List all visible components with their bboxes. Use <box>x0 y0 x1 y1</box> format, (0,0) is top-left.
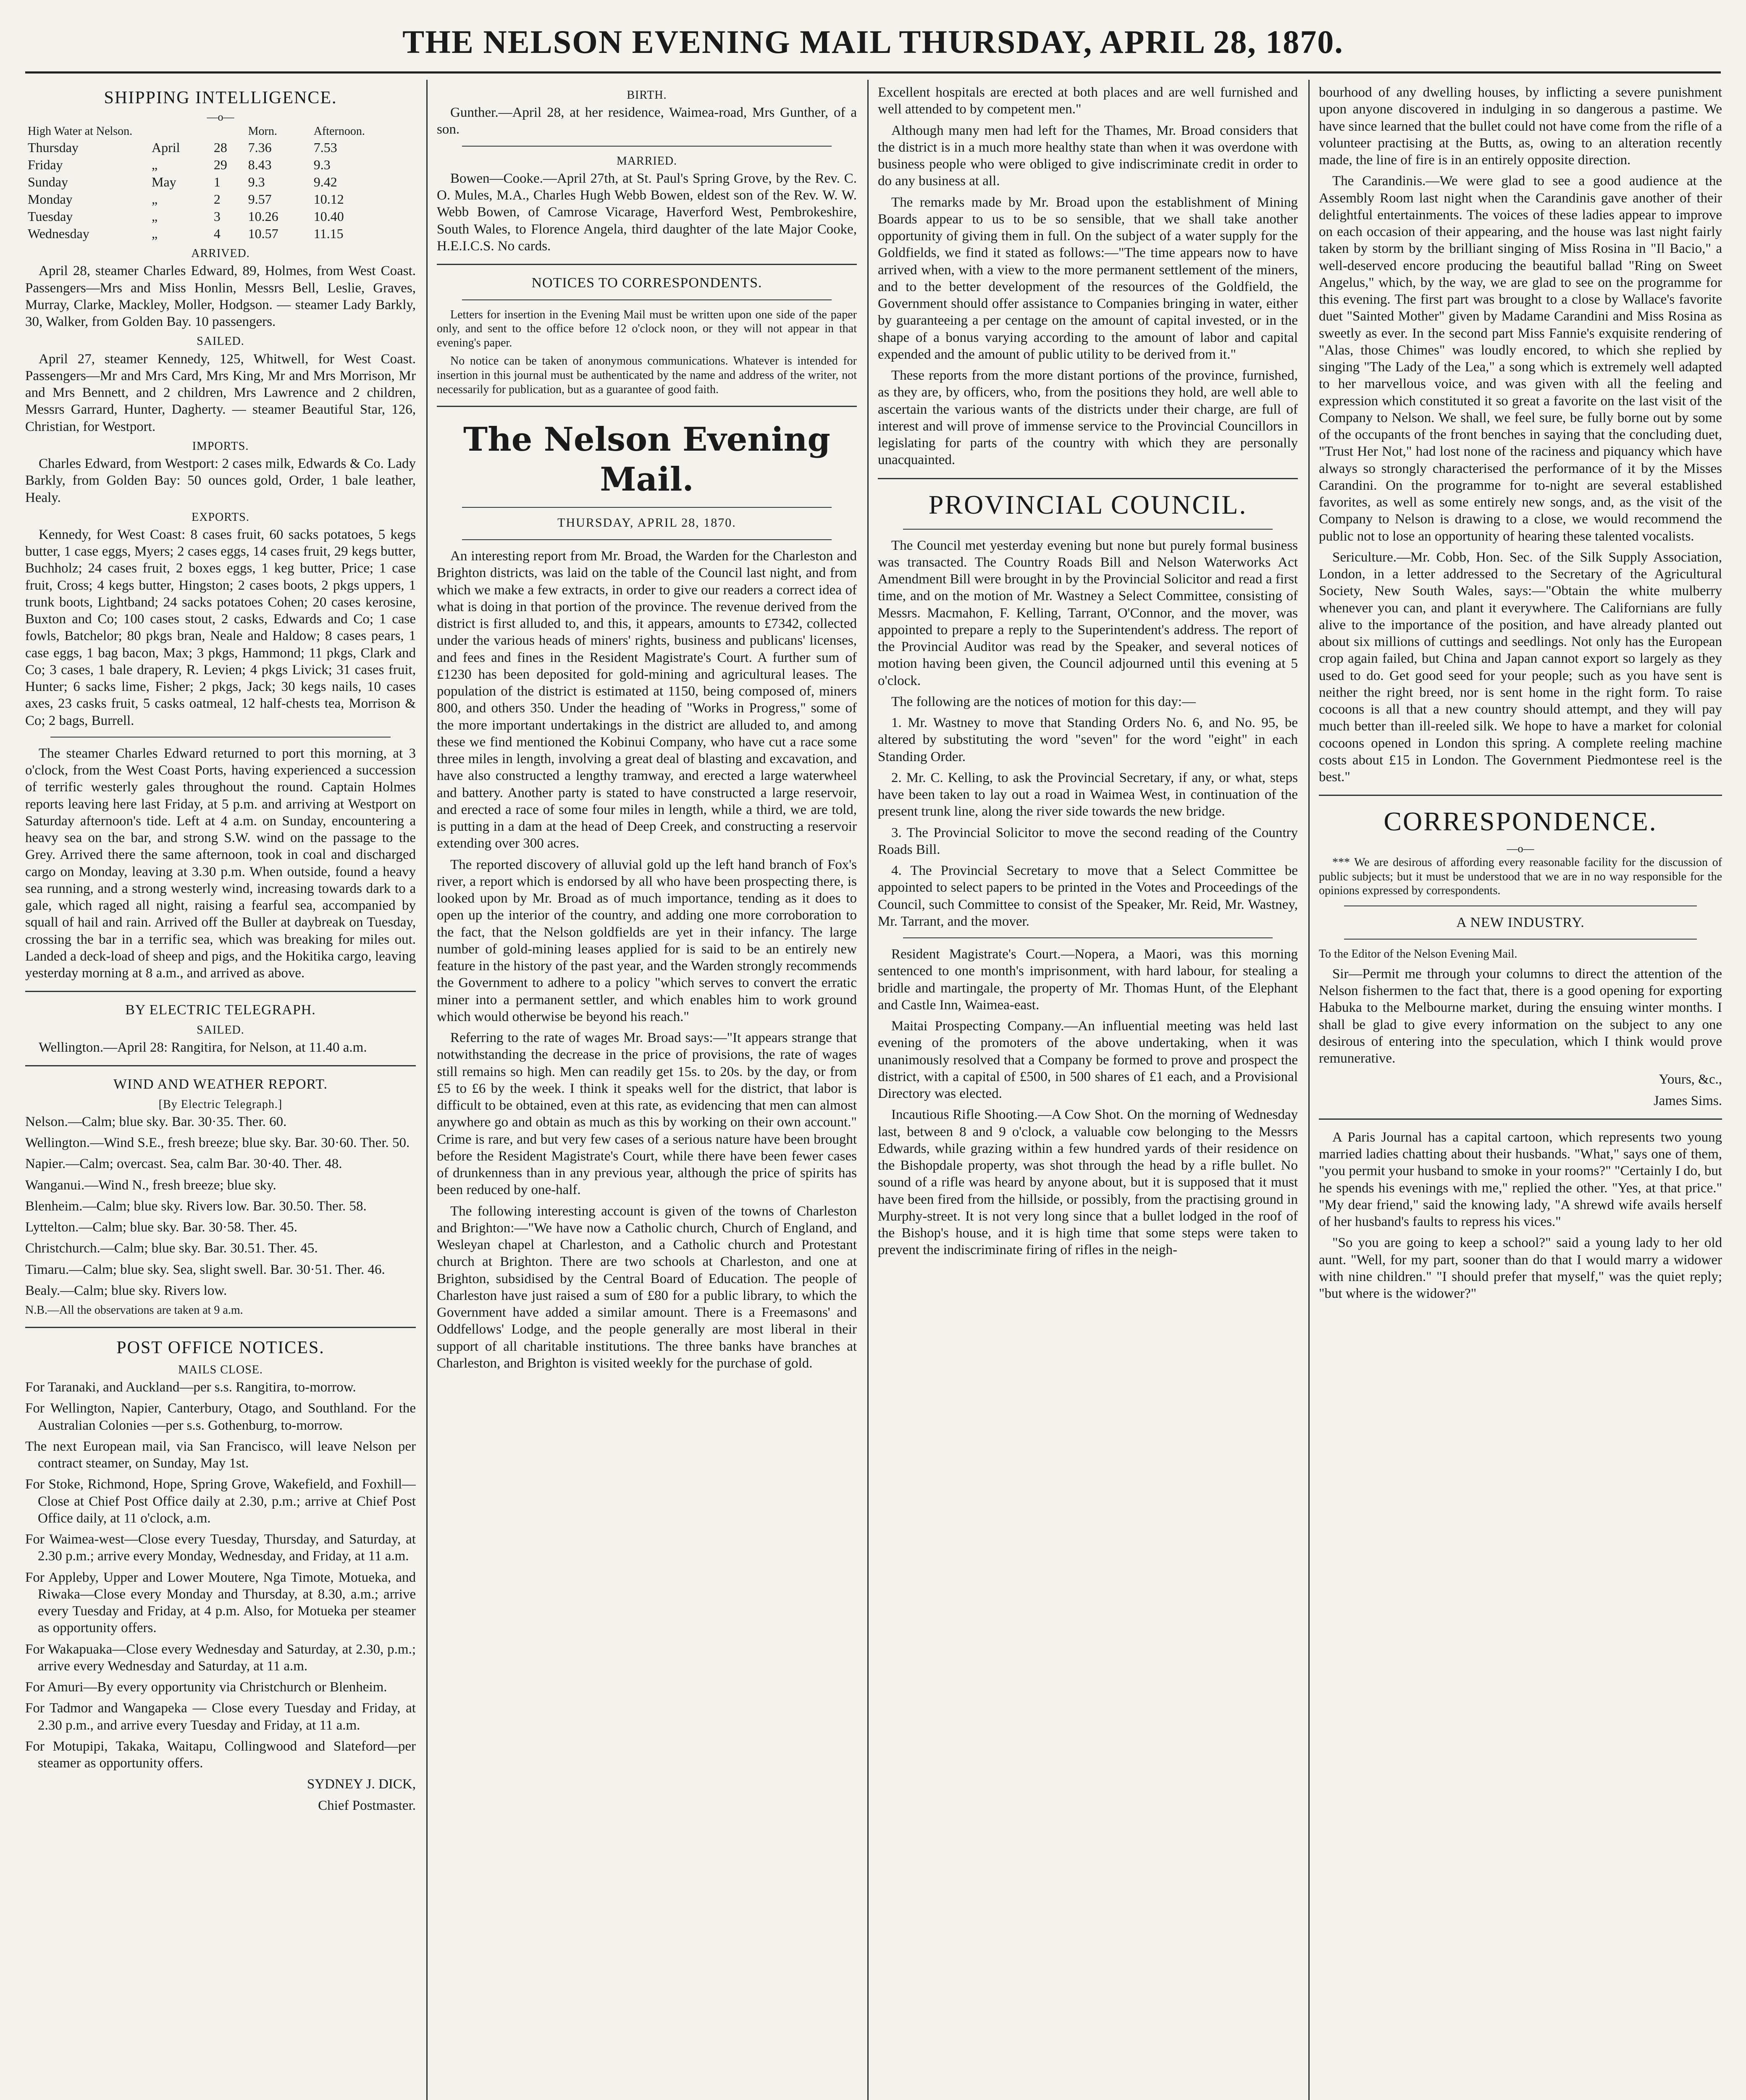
arrived-heading: ARRIVED. <box>191 247 250 260</box>
top-rule <box>25 71 1721 74</box>
divider <box>25 1327 416 1328</box>
tide-morn: 9.3 <box>248 174 265 190</box>
tide-header-row <box>25 124 416 139</box>
column-1 <box>25 84 416 2100</box>
notice-text: Letters for insertion in the Evening Mail must be written upon one side of the paper only, and sent to the office before 12 o'clock noon, or they will not appear in that evening's paper. <box>437 308 857 349</box>
local-news-item: bourhood of any dwelling houses, by inflicting a severe punishment upon anyone discovered in indulging in so dangerous a pastime. We have since learned that the bullet could not have come from the rifle of a volunteer practising at the Butts, as, owing to an alteration recently made, the line of fire is in an entirely opposite direction. <box>1319 85 1722 168</box>
editorial-paragraph: Excellent hospitals are erected at both places and are well furnished and well attended to by competent men." <box>878 85 1298 117</box>
divider <box>903 937 1273 938</box>
telegraph-subheading: SAILED. <box>197 1023 244 1037</box>
post-item: For Appleby, Upper and Lower Moutere, Nga Timote, Motueka, and Riwaka—Close every Monday and Thursday, at 8.30, a.m.; arrive every Tuesday and Friday, at 4 p.m. Also, for Motueka per steamer as opportunity offers. <box>25 1570 416 1636</box>
editorial-paragraph: The following interesting account is given of the towns of Charleston and Brighton:—"We have now a Catholic church, Church of England, and Wesleyan chapel at Charleston, and a Catholic church and Protestant church at Brighton. There are two schools at Charleston, and one at Brighton, subsidised by the Central Board of Education. The people of Charleston have just raised a sum of £80 for a public library, to which the Government have added a similar amount. There is a Freemasons' and Oddfellows' Lodge, and the people generally are most liberal in their support of all charitable institutions. The three banks have branches at Charleston, and Brighton is visited weekly for the purchase of gold. <box>437 1203 857 1371</box>
tide-morn: 8.43 <box>248 157 272 173</box>
tide-aft: 11.15 <box>313 226 344 242</box>
exports-text: Kennedy, for West Coast: 8 cases fruit, 60 sacks potatoes, 5 kegs butter, 1 case eggs, Myers; 2 cases eggs, 14 cases fruit, 29 kegs butter, Buchholz; 24 cases fruit, 2 boxes eggs, 1 keg butter, Price; 1 case fruit, Cross; 4 kegs butter, Hingston; 2 cases boots, 2 pkgs uppers, 1 trunk boots, Lightband; 24 sacks potatoes Cohen; 20 cases kerosine, Buxton and Co; 100 cases stout, 2 casks, Edwards and Co; 1 case fowls, Batchelor; 80 pkgs bran, Neale and Haldow; 8 cases pears, 1 case eggs, 1 bag bacon, Max; 3 pkgs, Hammond; 11 pkgs, Clark and Co; 3 cases, 1 bale drapery, R. Levien; 4 pkgs Livick; 31 cases fruit, Hunter; 6 sacks lime, Fisher; 2 pkgs, Jack; 30 kegs nails, 10 cases axes, 23 casks fruit, 5 casks oatmeal, 12 half-chests tea, Morrison & Co; 2 bags, Burrell. <box>25 527 416 728</box>
editorial-paragraph: Referring to the rate of wages Mr. Broad says:—"It appears strange that notwithstanding the decrease in the price of provisions, the rate of wages still remains so high. Men can readily get 15s. to 20s. by the day, or from £5 to £6 by the week. I think it speaks well for the district, that labor is difficult to be obtained, even at this rate, as evidencing that men can almost anywhere go and obtain as much as this by working on their own account." Crime is rare, and but very few cases of a serious nature have been brought before the Resident Magistrate's Court, while there have been fewer cases of drunkenness than in any previous year, although the price of spirits has been reduced by one-half. <box>437 1030 857 1198</box>
divider <box>903 529 1273 530</box>
tide-row <box>25 156 416 173</box>
telegraph-text: Wellington.—April 28: Rangitira, for Nelson, at 11.40 a.m. <box>39 1040 367 1055</box>
post-item: For Amuri—By every opportunity via Christchurch or Blenheim. <box>25 1680 387 1695</box>
editorial-paragraph: Although many men had left for the Thames, Mr. Broad considers that the district is in a much more healthy state than when it was overdone with business people who were obliged to give indiscriminate credit in order to do any business at all. <box>878 123 1298 189</box>
letter-closing: Yours, &c., <box>1659 1072 1722 1087</box>
local-news-item: Sericulture.—Mr. Cobb, Hon. Sec. of the Silk Supply Association, London, in a letter addressed to the Secretary of the Agricultural Society, New South Wales, says:—"Obtain the white mulberry whenever you can, and plant it everywhere. The Californians are fully alive to the importance of the position, and have already planted out about six millions of cuttings and seedlings. Not only has the European crop again failed, but China and Japan cannot export so largely as they used to do. Get good seed for your people; such as you have sent is neither the right breed, nor is sent home in the right form. To raise cocoons is all that a new country should attempt, and they will pay much better than ill-reeled silk. We hope to have a market for colonial cocoons opened in London this spring. A complete reeling machine costs about £15 in London. The Government Piedmontese reel is the best." <box>1319 549 1722 785</box>
tide-month: „ <box>151 157 158 173</box>
council-paragraph: The following are the notices of motion for this day:— <box>891 694 1196 709</box>
tide-aft: 7.53 <box>313 140 337 155</box>
local-news-item: Resident Magistrate's Court.—Nopera, a Maori, was this morning sentenced to one month's imprisonment, with hard labour, for stealing a bridle and martingale, the property of Mr. Thomas Hunt, of the Elephant and Castle Inn, Waimea-east. <box>878 947 1298 1013</box>
tide-morn: 10.57 <box>248 226 278 242</box>
weather-item: Timaru.—Calm; blue sky. Sea, slight swell. Bar. 30·51. Ther. 46. <box>25 1262 385 1277</box>
telegraph-heading: BY ELECTRIC TELEGRAPH. <box>125 1002 316 1018</box>
column-2 <box>437 84 857 2100</box>
tide-table <box>25 124 416 242</box>
letter-heading: A NEW INDUSTRY. <box>1456 914 1585 930</box>
shipping-heading: SHIPPING INTELLIGENCE. <box>104 88 337 108</box>
arrived-text: April 28, steamer Charles Edward, 89, Holmes, from West Coast. Passengers—Mrs and Miss Honlin, Messrs Bell, Leslie, Graves, Murray, Clarke, Mackley, Moller, Hodgson. — steamer Lady Barkly, 30, Walker, from Golden Bay. 10 passengers. <box>25 263 416 330</box>
tide-aft: 9.3 <box>313 157 331 173</box>
postmaster-title: Chief Postmaster. <box>318 1798 416 1813</box>
weather-item: Wanganui.—Wind N., fresh breeze; blue sky. <box>25 1177 276 1193</box>
divider <box>462 146 832 147</box>
sailed-text: April 27, steamer Kennedy, 125, Whitwell, for West Coast. Passengers—Mr and Mrs Card, Mrs King, Mr and Mrs Morrison, Mr and Mrs Bennett, and 2 children, Mrs Lawrence and 2 children, Messrs Garrard, Hunter, Dagherty. — steamer Beautiful Star, 126, Christian, for Westport. <box>25 351 416 434</box>
column-3 <box>878 84 1298 2100</box>
editorial-paragraph: These reports from the more distant portions of the province, furnished, as they are, by officers, who, from the positions they hold, are well able to ascertain the various wants of the districts under their charge, are full of interest and will prove of immense service to the Provincial Councillors in legislating for parts of the country with which they are personally unacquainted. <box>878 368 1298 468</box>
post-item: For Wakapuaka—Close every Wednesday and Saturday, at 2.30, p.m.; arrive every Wednesday and Saturday, at 11 a.m. <box>25 1641 416 1674</box>
tide-date: 29 <box>213 157 227 173</box>
sailed-heading: SAILED. <box>197 335 244 348</box>
tide-day: Sunday <box>28 174 68 190</box>
tide-day: Tuesday <box>28 209 73 224</box>
letter-addressee: To the Editor of the Nelson Evening Mail. <box>1319 948 1518 961</box>
council-paragraph: The Council met yesterday evening but none but purely formal business was transacted. The Country Roads Bill and Nelson Waterworks Act Amendment Bill were brought in by the Provincial Solicitor and read a first time, and on the motion of Mr. Wastney a Select Committee, consisting of Messrs. Macmahon, F. Kelling, Tarrant, O'Connor, and the mover, was appointed to prepare a reply to the Superintendent's address. The report of the Provincial Auditor was read by the Speaker, and several notices of motion having been given, the Council adjourned until this evening at 5 o'clock. <box>878 538 1298 688</box>
post-item: For Motupipi, Takaka, Waitapu, Collingwood and Slateford—per steamer as opportunity offers. <box>25 1738 416 1771</box>
anecdote-paragraph: A Paris Journal has a capital cartoon, which represents two young married ladies chatting about their husbands. "What," says one of them, "you permit your husband to smoke in your rooms?" "Certainly I do, but he spends his evenings with me," replied the other. "Yes, at that price." "My dear friend," said the knowing lady, "A shrewd wife avails herself of her husband's faults to repress his vices." <box>1319 1129 1722 1230</box>
council-heading: PROVINCIAL COUNCIL. <box>928 489 1247 520</box>
column-divider <box>867 80 869 2100</box>
letter-signature: James Sims. <box>1653 1093 1722 1108</box>
post-subheading: MAILS CLOSE. <box>178 1363 263 1376</box>
divider <box>462 507 832 508</box>
tide-day: Wednesday <box>28 226 89 242</box>
weather-item: Lyttelton.—Calm; blue sky. Bar. 30·58. Ther. 45. <box>25 1220 298 1235</box>
column-divider <box>1308 80 1310 2100</box>
editorial-paragraph: An interesting report from Mr. Broad, the Warden for the Charleston and Brighton districts, was laid on the table of the Council last night, and from which we make a few extracts, in order to give our readers a correct idea of what is doing in that portion of the province. The revenue derived from the district is first alluded to, and this, it appears, amounts to £7342, collected under the various heads of miners' rights, business and publicans' licenses, and fees and fines in the Resident Magistrate's Court. A further sum of £1230 has been deposited for gold-mining and agricultural leases. The population of the district is estimated at 1150, being composed of, miners 800, and others 350. Under the heading of "Works in Progress," some of the more important undertakings in the district are alluded to, and among these we find mentioned the Kobinui Company, who have cut a race some three miles in length, involving a great deal of blasting and excavation, and have also constructed a lengthy tramway, and erected a large waterwheel and battery. Another party is stated to have constructed a large reservoir, and erected a race of some four miles in length, while a third, we are told, is putting in a dam at the head of Deep Creek, and constructing a reservoir extending over 300 acres. <box>437 549 857 851</box>
divider <box>25 991 416 992</box>
council-motion: 3. The Provincial Solicitor to move the second reading of the Country Roads Bill. <box>878 825 1298 857</box>
masthead: THE NELSON EVENING MAIL THURSDAY, APRIL 28, 1870. <box>402 24 1344 60</box>
tide-row <box>25 225 416 242</box>
imports-text: Charles Edward, from Westport: 2 cases milk, Edwards & Co. Lady Barkly, from Golden Bay: 50 ounces gold, Order, 1 bale leather, Healy. <box>25 456 416 505</box>
post-item: For Tadmor and Wangapeka — Close every Tuesday and Friday, at 2.30 p.m., and arrive every Tuesday and Friday, at 11 a.m. <box>25 1701 416 1733</box>
tide-month: April <box>151 140 180 155</box>
divider <box>1319 1118 1722 1120</box>
birth-heading: BIRTH. <box>627 89 667 102</box>
divider <box>437 264 857 265</box>
tide-month: „ <box>151 192 158 207</box>
tide-label: High Water at Nelson. <box>28 124 133 138</box>
column-4 <box>1319 84 1722 2100</box>
post-item: The next European mail, via San Francisco, will leave Nelson per contract steamer, on Sunday, May 1st. <box>25 1438 416 1471</box>
divider <box>50 737 391 738</box>
tide-morn: 9.57 <box>248 192 272 207</box>
tide-month: „ <box>151 226 158 242</box>
separator: —o— <box>207 111 234 123</box>
weather-item: Bealy.—Calm; blue sky. Rivers low. <box>25 1283 227 1298</box>
birth-text: Gunther.—April 28, at her residence, Waimea-road, Mrs Gunther, of a son. <box>437 105 857 137</box>
divider <box>25 1065 416 1066</box>
weather-item: Nelson.—Calm; blue sky. Bar. 30·35. Ther. 60. <box>25 1114 287 1129</box>
weather-subheading: [By Electric Telegraph.] <box>158 1097 283 1111</box>
tide-day: Thursday <box>28 140 79 155</box>
tide-day: Friday <box>28 157 63 173</box>
married-text: Bowen—Cooke.—April 27th, at St. Paul's Spring Grove, by the Rev. C. O. Mules, M.A., Charles Hugh Webb Bowen, eldest son of the Rev. W. W. Webb Bowen, of Camrose Vicarage, Haverford West, Pembrokeshire, South Wales, to Florence Angela, third daughter of the late Major Cooke, H.E.I.C.S. No cards. <box>437 171 857 254</box>
local-news-item: Maitai Prospecting Company.—An influential meeting was held last evening of the promoters of the above undertaking, when it was unanimously resolved that a Company be formed to prove and prospect the district, with a capital of £500, in 500 shares of £1 each, and a Provisional Directory was elected. <box>878 1018 1298 1102</box>
tide-month: „ <box>151 209 158 224</box>
divider <box>462 539 832 540</box>
weather-note: N.B.—All the observations are taken at 9 a.m. <box>25 1304 243 1317</box>
council-motion: 4. The Provincial Secretary to move that a Select Committee be appointed to select papers to be printed in the Votes and Proceedings of the Council, such Committee to consist of the Speaker, Mr. Reid, Mr. Wastney, Mr. Tarrant, and the mover. <box>878 863 1298 929</box>
tide-row <box>25 208 416 225</box>
local-news-item: Incautious Rifle Shooting.—A Cow Shot. On the morning of Wednesday last, between 8 and 9 o'clock, a valuable cow belonging to the Messrs Edwards, while grazing within a few hundred yards of their residence on the Bishopdale property, was shot through the head by a rifle bullet. No sound of a rifle was heard by anyone about, but it is supposed that it must have been fired from the hillside, or possibly, from the practising ground in Murphy-street. It is not very long since that a bullet lodged in the roof of the Bishop's house, and it is high time that some steps were taken to prevent the indiscriminate firing of rifles in the neigh- <box>878 1107 1298 1258</box>
tide-aft-header: Afternoon. <box>313 124 365 138</box>
divider <box>1344 939 1697 940</box>
divider <box>462 299 832 300</box>
tide-date: 4 <box>213 226 221 242</box>
tide-date: 28 <box>213 140 227 155</box>
weather-heading: WIND AND WEATHER REPORT. <box>113 1076 328 1092</box>
editorial-paragraph: The remarks made by Mr. Broad upon the establishment of Mining Boards appear to us to be so sensible, that we shall take another opportunity of giving them in full. On the subject of a water supply for the Goldfields, we find it stated as follows:—"The time appears now to have arrived when, with a view to the more permanent settlement of the miners, and to the better development of the resources of the Goldfield, the Government should offer assistance to Companies bringing in water, either by guaranteeing a per centage on the amount of capital invested, or in the shape of a bonus varying according to the amount of labor and capital expended and the amount of public utility to be derived from it." <box>878 194 1298 362</box>
weather-item: Christchurch.—Calm; blue sky. Bar. 30.51. Ther. 45. <box>25 1241 318 1256</box>
post-heading: POST OFFICE NOTICES. <box>116 1338 325 1357</box>
tide-morn: 7.36 <box>248 140 272 155</box>
tide-row <box>25 139 416 156</box>
local-news-item: The Carandinis.—We were glad to see a good audience at the Assembly Room last night when the Carandinis gave another of their delightful entertainments. The voices of these ladies appear to improve on each occasion of their appearing, and the house was last night fairly taken by storm by the brilliant singing of Miss Rosina in "Il Bacio," a well-deserved encore producing the beautiful ballad "Ring on Sweet Angelus," which, by the way, we are glad to see on the programme for this evening. The first part was brought to a close by Wallace's favorite duet "Sainted Mother" given by Madame Carandini and Miss Rosina as sweetly as ever. In the second part Miss Fannie's exquisite rendering of "Alas, those Chimes" was loudly encored, to which she replied by singing "The Lady of the Lea," a song which is extremely well adapted to her marvellous voice, and was given with all the feeling and expression which constituted it so great a favorite on the last visit of the Company to Nelson. We shall, we feel sure, be fully borne out by some of the occupants of the front benches in saying that the concluding duet, "Trust Her Not," had lost none of the raciness and piquancy which have always so strongly characterised the performance of it by the Misses Carandini. On the programme for to-night are several established favorites, as well as some entirely new songs, and, as the visit of the Company to Nelson is drawing to a close, we would recommend the public not to lose an opportunity of hearing these talented vocalists. <box>1319 173 1722 544</box>
flag-date: THURSDAY, APRIL 28, 1870. <box>557 516 736 530</box>
notices-heading: NOTICES TO CORRESPONDENTS. <box>531 275 762 291</box>
tide-date: 2 <box>213 192 221 207</box>
tide-aft: 10.40 <box>313 209 344 224</box>
correspondence-heading: CORRESPONDENCE. <box>1384 806 1657 837</box>
tide-date: 1 <box>213 174 221 190</box>
post-item: For Waimea-west—Close every Tuesday, Thursday, and Saturday, at 2.30 p.m.; arrive every Monday, Wednesday, and Friday, at 11 a.m. <box>25 1532 416 1564</box>
column-divider <box>426 80 428 2100</box>
council-motion: 2. Mr. C. Kelling, to ask the Provincial Secretary, if any, or what, steps have been taken to lay out a road in Waimea West, in continuation of the present trunk line, along the river side towards the new bridge. <box>878 770 1298 819</box>
divider <box>1319 795 1722 796</box>
council-motion: 1. Mr. Wastney to move that Standing Orders No. 6, and No. 95, be altered by substituting the word "seven" for the word "eight" in each Standing Order. <box>878 715 1298 764</box>
divider <box>878 478 1298 479</box>
exports-heading: EXPORTS. <box>192 510 249 524</box>
notice-text: No notice can be taken of anonymous communications. Whatever is intended for insertion in this journal must be authenticated by the name and address of the writer, not necessarily for publication, but as a guarantee of good faith. <box>437 354 857 396</box>
tide-day: Monday <box>28 192 73 207</box>
post-item: For Taranaki, and Auckland—per s.s. Rangitira, to-morrow. <box>25 1380 356 1395</box>
tide-aft: 9.42 <box>313 174 337 190</box>
tide-morn: 10.26 <box>248 209 278 224</box>
weather-item: Napier.—Calm; overcast. Sea, calm Bar. 30·40. Ther. 48. <box>25 1156 342 1172</box>
divider <box>437 406 857 407</box>
tide-month: May <box>151 174 176 190</box>
imports-heading: IMPORTS. <box>192 439 249 453</box>
newspaper-flag: The Nelson Evening Mail. <box>463 420 830 499</box>
steamer-paragraph: The steamer Charles Edward returned to port this morning, at 3 o'clock, from the West Coast Ports, having experienced a succession of terrific westerly gales throughout the round. Captain Holmes reports leaving here last Friday, at 5 p.m. and arriving at Westport on Saturday afternoon's tide. Left at 4 a.m. on Sunday, encountering a heavy sea on the bar, and strong S.W. wind on the passage to the Grey. Arrived there the same afternoon, took in coal and discharged cargo on Monday, leaving at 3.30 p.m. When outside, found a heavy sea running, and a strong westerly wind, increasing towards dark to a gale, which raged all night, raising a fearful sea, accompanied by squall of hail and rain. Arrived off the Buller at daybreak on Tuesday, crossing the bar in a terrific sea, which was breaking for miles out. Landed a deck-load of sheep and pigs, and the Hokitika cargo, leaving yesterday morning at 8 a.m., and arrived as above. <box>25 746 416 981</box>
separator: —o— <box>1507 843 1534 855</box>
post-item: For Stoke, Richmond, Hope, Spring Grove, Wakefield, and Foxhill—Close at Chief Post Office daily at 2.30, p.m.; arrive at Chief Post Office daily, at 11 o'clock, a.m. <box>25 1477 416 1526</box>
tide-aft: 10.12 <box>313 192 344 207</box>
editorial-paragraph: The reported discovery of alluvial gold up the left hand branch of Fox's river, a report which is endorsed by all who have been prospecting there, is looked upon by Mr. Broad as of much importance, tending as it does to open up the interior of the country, and adding one more corroboration to the fact, that the Nelson goldfields are yet in their infancy. The large number of gold-mining leases applied for is said to be an entirely new feature in the history of the past year, and the Warden strongly recommends the Government to adhere to a policy "which serves to convert the erratic miner into a permanent settler, and which enables him to work ground which would otherwise be beyond his reach." <box>437 857 857 1024</box>
letter-body: Sir—Permit me through your columns to direct the attention of the Nelson fishermen to the fact that, there is a good opening for exporting Habuka to the Melbourne market, during the ensuing winter months. I shall be glad to give every information on the subject to any one desirous of entering into the speculation, which I think would prove remunerative. <box>1319 966 1722 1066</box>
tide-row <box>25 191 416 208</box>
correspondence-note: *** We are desirous of affording every reasonable facility for the discussion of public subjects; but it must be understood that we are in no way responsible for the opinions expressed by correspondents. <box>1319 856 1722 898</box>
post-item: For Wellington, Napier, Canterbury, Otago, and Southland. For the Australian Colonies —per s.s. Gothenburg, to-morrow. <box>25 1401 416 1433</box>
tide-date: 3 <box>213 209 221 224</box>
postmaster-name: SYDNEY J. DICK, <box>307 1777 416 1792</box>
tide-row <box>25 173 416 191</box>
weather-item: Wellington.—Wind S.E., fresh breeze; blue sky. Bar. 30·60. Ther. 50. <box>25 1135 410 1151</box>
anecdote-paragraph: "So you are going to keep a school?" said a young lady to her old aunt. "Well, for my part, sooner than do that I would marry a widower with nine children." "I should prefer that myself," was the quiet reply; "but where is the widower?" <box>1319 1235 1722 1302</box>
married-heading: MARRIED. <box>616 154 677 168</box>
tide-morn-header: Morn. <box>248 124 277 138</box>
weather-item: Blenheim.—Calm; blue sky. Rivers low. Bar. 30.50. Ther. 58. <box>25 1198 367 1214</box>
